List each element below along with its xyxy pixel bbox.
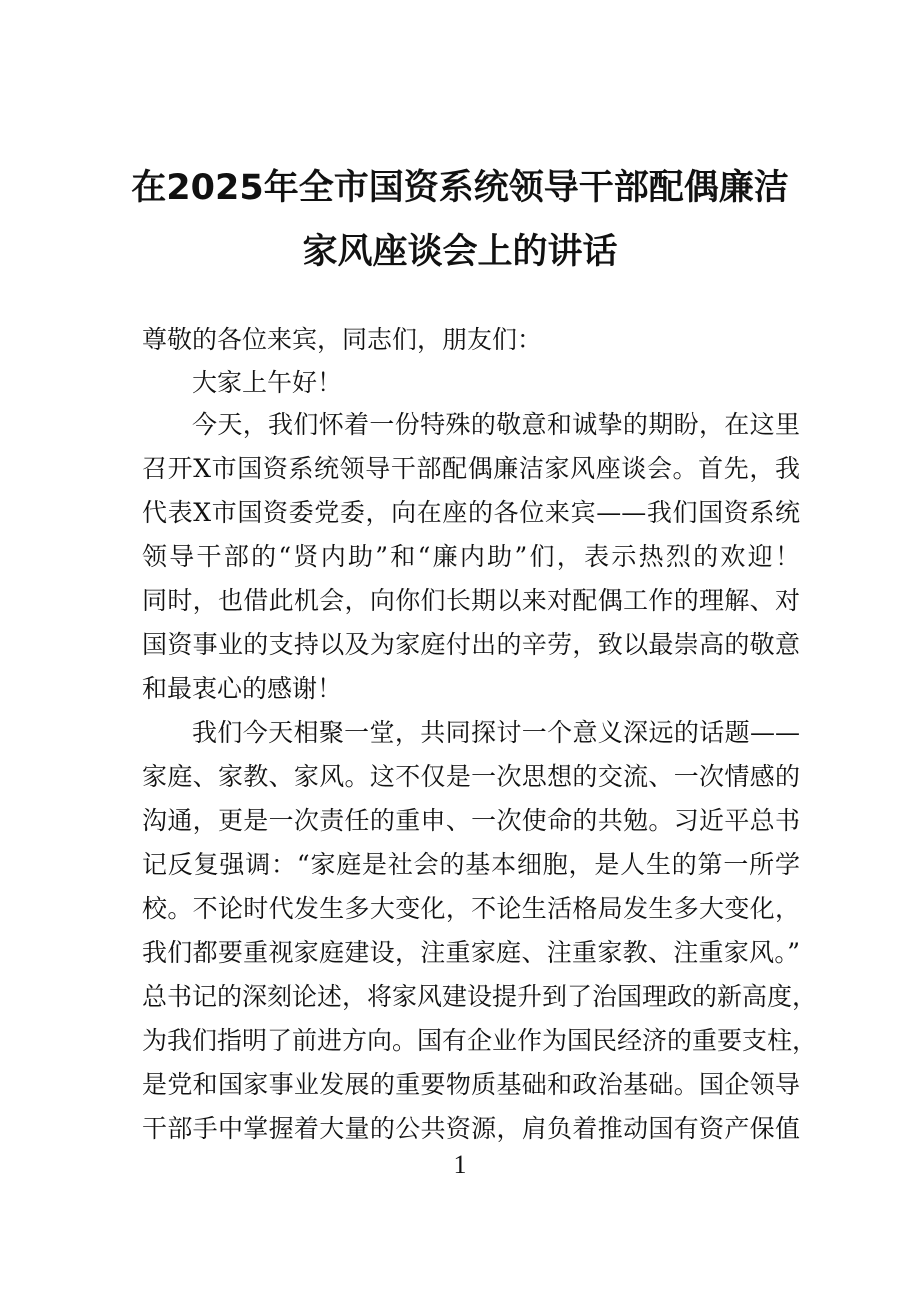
body-line: 和最衷心的感谢！ <box>142 674 343 703</box>
body-line: 家庭、家教、家风。这不仅是一次思想的交流、一次情感的 <box>142 762 800 791</box>
body-line: 为我们指明了前进方向。国有企业作为国民经济的重要支柱， <box>142 1026 818 1055</box>
body-line: 是党和国家事业发展的重要物质基础和政治基础。国企领导 <box>142 1070 800 1099</box>
title-line-1: 在2025年全市国资系统领导干部配偶廉洁 <box>131 168 789 208</box>
body-line: 召开X市国资系统领导干部配偶廉洁家风座谈会。首先，我 <box>142 454 800 483</box>
body-line: 代表X市国资委党委，向在座的各位来宾——我们国资系统 <box>142 498 800 527</box>
greeting: 大家上午好！ <box>192 368 343 397</box>
body-line: 沟通，更是一次责任的重申、一次使命的共勉。习近平总书 <box>142 806 800 835</box>
body-line: 校。不论时代发生多大变化，不论生活格局发生多大变化， <box>142 894 800 923</box>
body-line: 干部手中掌握着大量的公共资源，肩负着推动国有资产保值 <box>142 1114 800 1143</box>
title-line-2: 家风座谈会上的讲话 <box>302 232 618 272</box>
body-line: 国资事业的支持以及为家庭付出的辛劳，致以最崇高的敬意 <box>142 630 800 659</box>
salutation: 尊敬的各位来宾，同志们，朋友们： <box>142 325 543 354</box>
body-line: 记反复强调：“家庭是社会的基本细胞，是人生的第一所学 <box>142 850 800 879</box>
body-line: 同时，也借此机会，向你们长期以来对配偶工作的理解、对 <box>142 586 800 615</box>
body-line: 领导干部的“贤内助”和“廉内助”们，表示热烈的欢迎！ <box>142 542 800 571</box>
page-number: 1 <box>453 1150 467 1179</box>
body-line: 总书记的深刻论述，将家风建设提升到了治国理政的新高度， <box>142 982 818 1011</box>
body-line: 我们都要重视家庭建设，注重家庭、注重家教、注重家风。” <box>142 938 800 967</box>
body-line: 今天，我们怀着一份特殊的敬意和诚挚的期盼，在这里 <box>192 410 800 439</box>
body-line: 我们今天相聚一堂，共同探讨一个意义深远的话题—— <box>192 718 800 747</box>
